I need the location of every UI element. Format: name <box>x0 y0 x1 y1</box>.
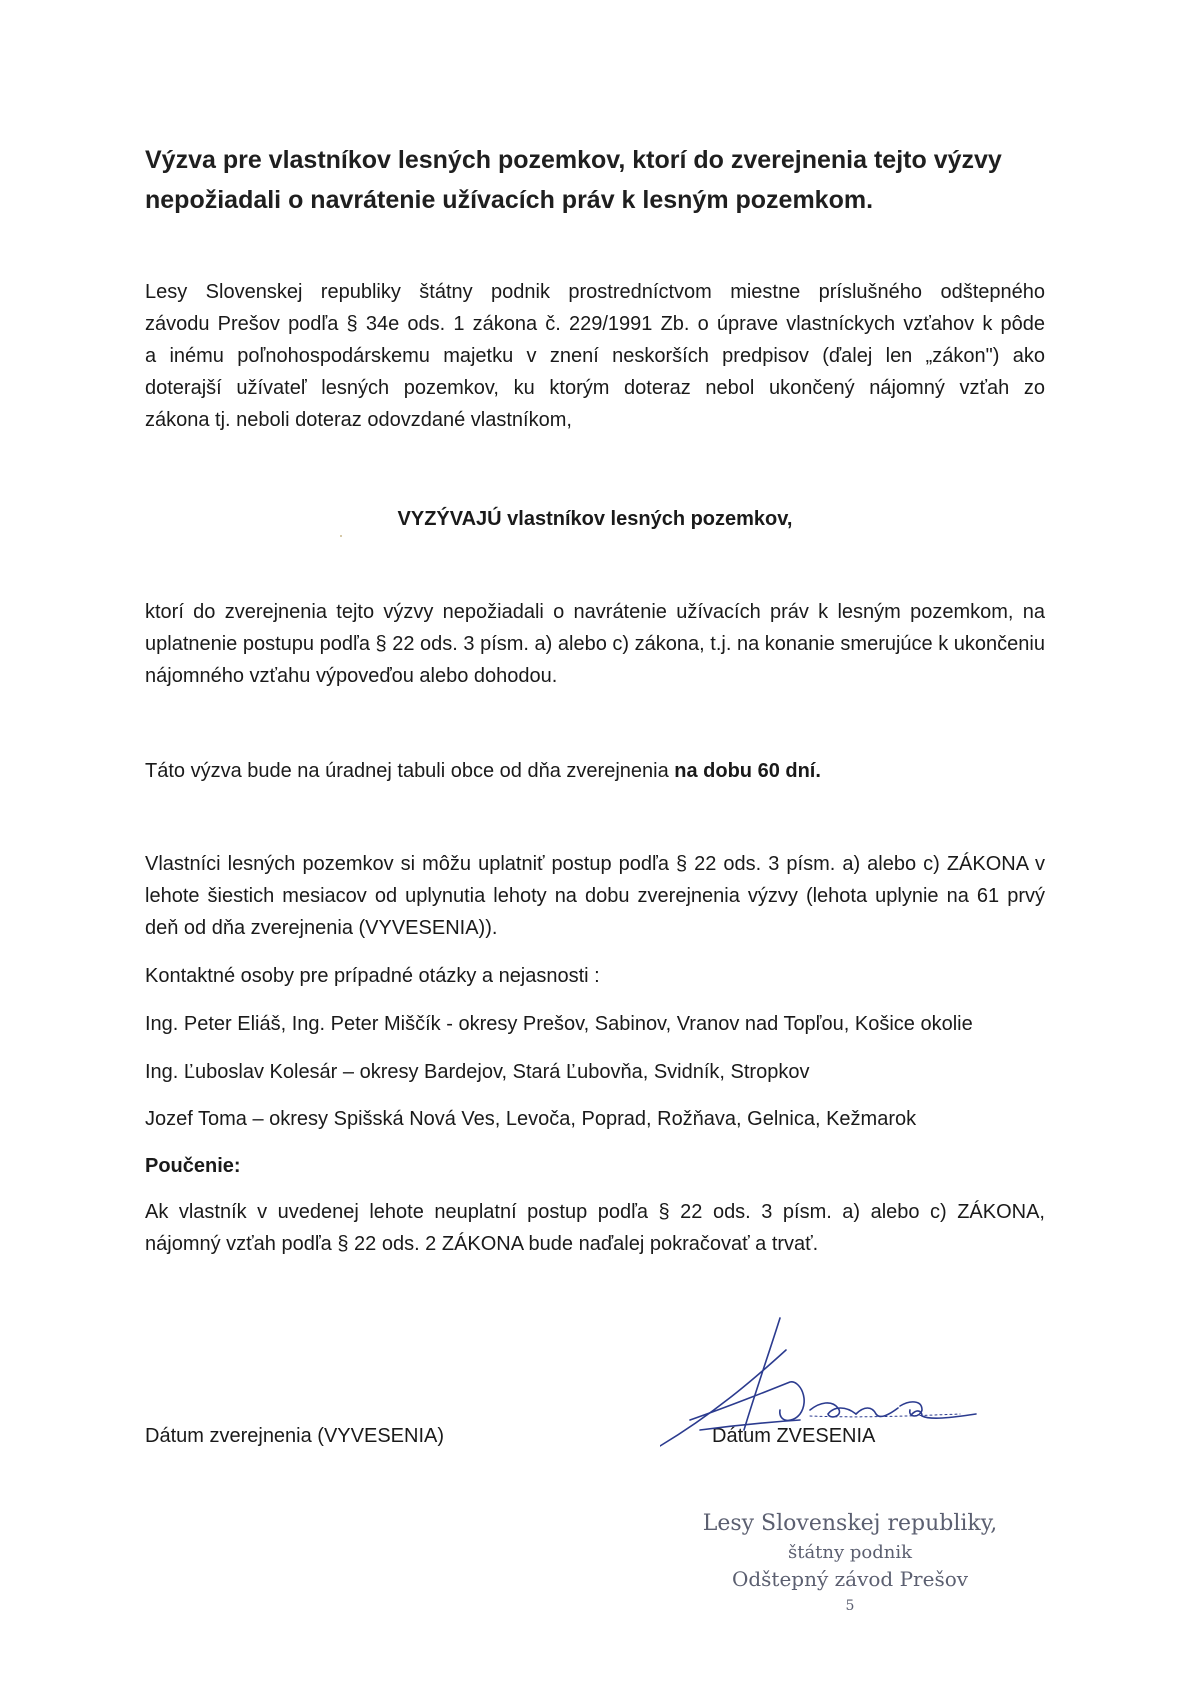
intro-line-3: a inému poľnohospodárskemu majetku v znení neskorších predpisov (ďalej len „zákon") ako <box>145 345 1045 367</box>
duration-text: Táto výzva bude na úradnej tabuli obce od dňa zverejnenia <box>145 760 675 782</box>
intro-line-1: Lesy Slovenskej republiky štátny podnik prostredníctvom miestne príslušného odštepného <box>145 281 1045 303</box>
handwritten-signature <box>660 1310 1000 1450</box>
contact-item-3: Jozef Toma – okresy Spišská Nová Ves, Levoča, Poprad, Rožňava, Gelnica, Kežmarok <box>145 1108 917 1130</box>
stamp-line-3: Odštepný závod Prešov <box>731 1567 969 1591</box>
title-line-1: Výzva pre vlastníkov lesných pozemkov, ktorí do zverejnenia tejto výzvy <box>145 146 1002 174</box>
intro-paragraph <box>145 276 1045 436</box>
scan-speck <box>340 535 342 537</box>
call-body: ktorí do zverejnenia tejto výzvy nepožiadali o navrátenie užívacích práv k lesným pozemkom, na uplatnenie postupu podľa § 22 ods. 3 písm. a) alebo c) zákona, t.j. na konanie smerujúce k ukončeniu nájomného vzťahu výpoveďou alebo dohodou. <box>145 601 1045 687</box>
call-heading: VYZÝVAJÚ vlastníkov lesných pozemkov, <box>397 508 793 530</box>
intro-line-5: zákona tj. neboli doteraz odovzdané vlastníkom, <box>145 409 572 431</box>
official-stamp <box>700 1506 1000 1616</box>
duration-bold: na dobu 60 dní. <box>674 760 821 782</box>
document-title <box>145 140 1045 220</box>
date-removed-label: Dátum ZVESENIA <box>712 1425 876 1447</box>
duration-line <box>145 755 1045 787</box>
contact-item-1: Ing. Peter Eliáš, Ing. Peter Miščík - okresy Prešov, Sabinov, Vranov nad Topľou, Košice okolie <box>145 1013 973 1035</box>
deadline-paragraph: Vlastníci lesných pozemkov si môžu uplatniť postup podľa § 22 ods. 3 písm. a) alebo c) ZÁKONA v lehote šiestich mesiacov od uplynutia lehoty na dobu zverejnenia výzvy (lehota uplynie na 61 prvý deň od dňa zverejnenia (VYVESENIA)). <box>145 853 1045 939</box>
stamp-line-2: štátny podnik <box>787 1542 913 1563</box>
notice-heading: Poučenie: <box>145 1155 241 1177</box>
notice-body: Ak vlastník v uvedenej lehote neuplatní postup podľa § 22 ods. 3 písm. a) alebo c) ZÁKONA, nájomný vzťah podľa § 22 ods. 2 ZÁKONA bude naďalej pokračovať a trvať. <box>145 1201 1045 1255</box>
title-line-2: nepožiadali o navrátenie užívacích práv k lesným pozemkom. <box>145 186 874 214</box>
intro-line-4: doterajší užívateľ lesných pozemkov, ku ktorým doteraz nebol ukončený nájomný vzťah zo <box>145 377 1045 399</box>
contacts-intro: Kontaktné osoby pre prípadné otázky a nejasnosti : <box>145 965 600 987</box>
contact-item-2: Ing. Ľuboslav Kolesár – okresy Bardejov, Stará Ľubovňa, Svidník, Stropkov <box>145 1061 810 1083</box>
stamp-line-1: Lesy Slovenskej republiky, <box>702 1511 998 1536</box>
date-posted-label: Dátum zverejnenia (VYVESENIA) <box>145 1425 445 1447</box>
stamp-line-4: 5 <box>845 1598 855 1614</box>
intro-line-2: závodu Prešov podľa § 34e ods. 1 zákona č. 229/1991 Zb. o úprave vlastníckych vzťahov k pôde <box>145 313 1045 335</box>
